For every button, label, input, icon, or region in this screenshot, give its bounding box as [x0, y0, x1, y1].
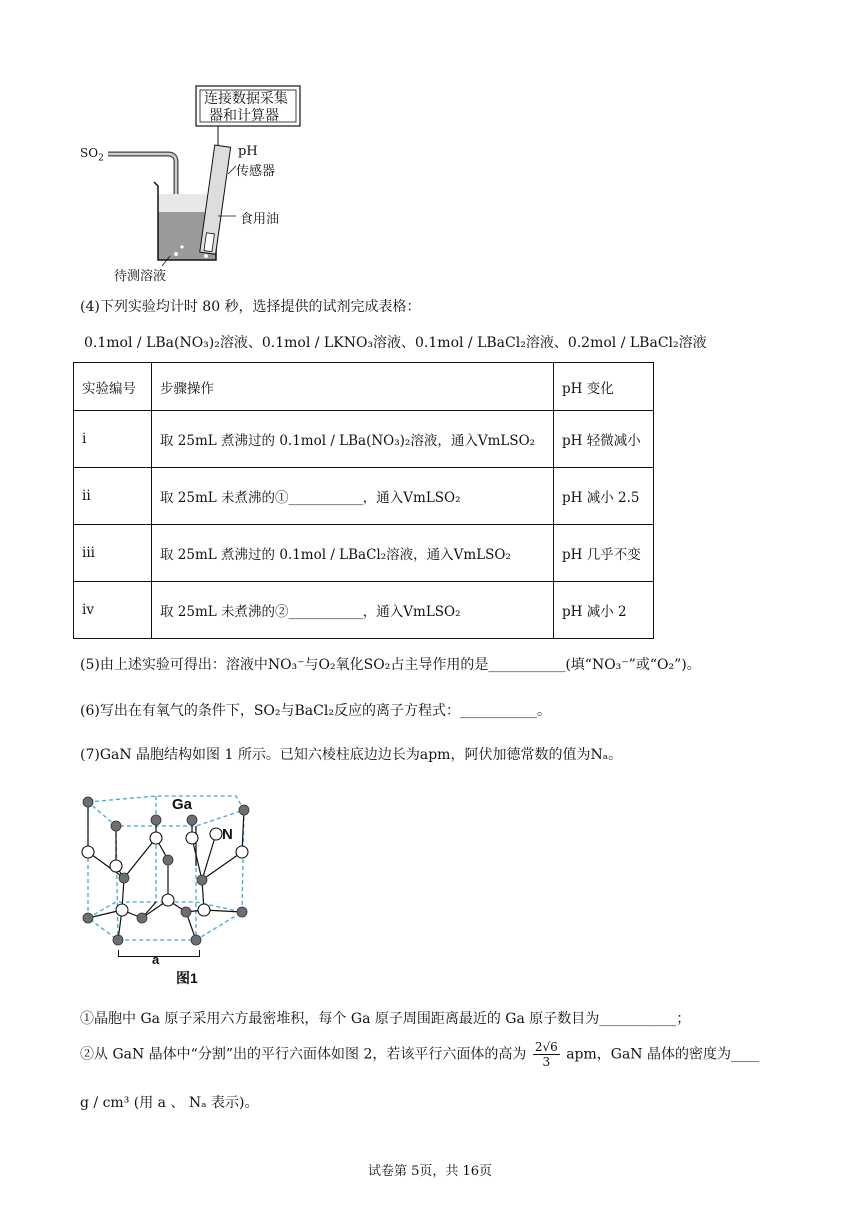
box-label-line2: 器和计算器 — [209, 108, 279, 124]
ga-atom — [119, 873, 129, 883]
q7-part2 — [80, 1040, 759, 1069]
table-header-cell: 步骤操作 — [152, 363, 554, 411]
table-cell-id: iv — [74, 582, 152, 639]
ga-atom — [197, 875, 207, 885]
so2-label: $SO_2$ — [80, 146, 104, 164]
table-cell-step: 取 25mL 煮沸过的 0.1mol / LBaCl₂溶液，通入VmLSO₂ — [152, 525, 554, 582]
n-atom — [150, 832, 162, 844]
q7-part2-after: apm，GaN 晶体的密度为____ — [566, 1046, 760, 1063]
table-cell-ph: pH 减小 2.5 — [554, 468, 654, 525]
table-header-cell: pH 变化 — [554, 363, 654, 411]
apparatus-drawing — [78, 84, 318, 284]
ga-atom — [191, 935, 201, 945]
ga-atom — [239, 805, 249, 815]
ga-atom — [83, 797, 93, 807]
table-row — [74, 468, 654, 525]
table-cell-ph: pH 几乎不变 — [554, 525, 654, 582]
ga-label: Ga — [172, 796, 193, 813]
n-atom — [236, 846, 248, 858]
ga-atom — [83, 913, 93, 923]
table-cell-id: ii — [74, 468, 152, 525]
fraction-numerator: 2√6 — [534, 1040, 558, 1054]
crystal-figure — [76, 790, 256, 990]
ga-atom — [113, 935, 123, 945]
n-atom — [116, 904, 128, 916]
fraction-denominator: 3 — [542, 1055, 551, 1069]
experiment-table — [73, 362, 654, 639]
q4-reagents: 0.1mol / LBa(NO₃)₂溶液、0.1mol / LKNO₃溶液、0.1mol / LBaCl₂溶液、0.2mol / LBaCl₂溶液 — [84, 335, 707, 351]
ga-atom — [137, 913, 147, 923]
n-label: N — [222, 826, 233, 843]
n-atom — [110, 860, 122, 872]
q7-part3: g / cm³ (用 a 、 Nₐ 表示)。 — [80, 1095, 259, 1111]
ga-atom — [187, 815, 197, 825]
q7-text: (7)GaN 晶胞结构如图 1 所示。已知六棱柱底边边长为apm，阿伏加德常数的值为Nₐ。 — [80, 747, 623, 763]
q5-text: (5)由上述实验可得出：溶液中NO₃⁻与O₂氧化SO₂占主导作用的是___________(填“NO₃⁻”或“O₂”)。 — [80, 657, 701, 673]
apparatus-figure — [78, 84, 318, 284]
height-fraction — [533, 1040, 560, 1069]
q4-text: (4)下列实验均计时 80 秒，选择提供的试剂完成表格： — [80, 299, 421, 315]
table-cell-ph: pH 减小 2 — [554, 582, 654, 639]
q7-part1: ①晶胞中 Ga 原子采用六方最密堆积，每个 Ga 原子周围距离最近的 Ga 原子数目为___________； — [80, 1011, 691, 1027]
q6-text: (6)写出在有氧气的条件下，SO₂与BaCl₂反应的离子方程式：___________。 — [80, 703, 551, 719]
n-atom — [210, 828, 222, 840]
page-footer: 试卷第 5页，共 16页 — [367, 1164, 493, 1179]
table-cell-ph: pH 轻微减小 — [554, 411, 654, 468]
crystal-drawing — [76, 790, 256, 960]
box-label-line1: 连接数据采集 — [204, 91, 288, 107]
q7-part2-before: ②从 GaN 晶体中“分割”出的平行六面体如图 2，若该平行六面体的高为 — [80, 1046, 527, 1063]
n-atom — [162, 894, 174, 906]
ga-atom — [181, 907, 191, 917]
n-atom — [186, 832, 198, 844]
table-cell-step: 取 25mL 未煮沸的②___________，通入VmLSO₂ — [152, 582, 554, 639]
sensor-label: 传感器 — [236, 164, 276, 179]
table-row — [74, 411, 654, 468]
table-row — [74, 582, 654, 639]
n-atom — [198, 904, 210, 916]
table-row — [74, 525, 654, 582]
ga-atom — [237, 907, 247, 917]
a-label: a — [152, 952, 160, 967]
ga-atom — [151, 815, 161, 825]
n-atom — [82, 846, 94, 858]
table-header-row — [74, 363, 654, 411]
table-cell-step: 取 25mL 煮沸过的 0.1mol / LBa(NO₃)₂溶液，通入VmLSO₂ — [152, 411, 554, 468]
solution-label: 待测溶液 — [114, 269, 167, 284]
table-cell-step: 取 25mL 未煮沸的①___________，通入VmLSO₂ — [152, 468, 554, 525]
ga-atom — [111, 821, 121, 831]
table-cell-id: i — [74, 411, 152, 468]
figure-caption: 图1 — [176, 970, 198, 986]
table-header-cell: 实验编号 — [74, 363, 152, 411]
oil-label: 食用油 — [240, 212, 280, 227]
table-cell-id: iii — [74, 525, 152, 582]
ga-atom — [163, 855, 173, 865]
ph-label: pH — [238, 144, 258, 159]
